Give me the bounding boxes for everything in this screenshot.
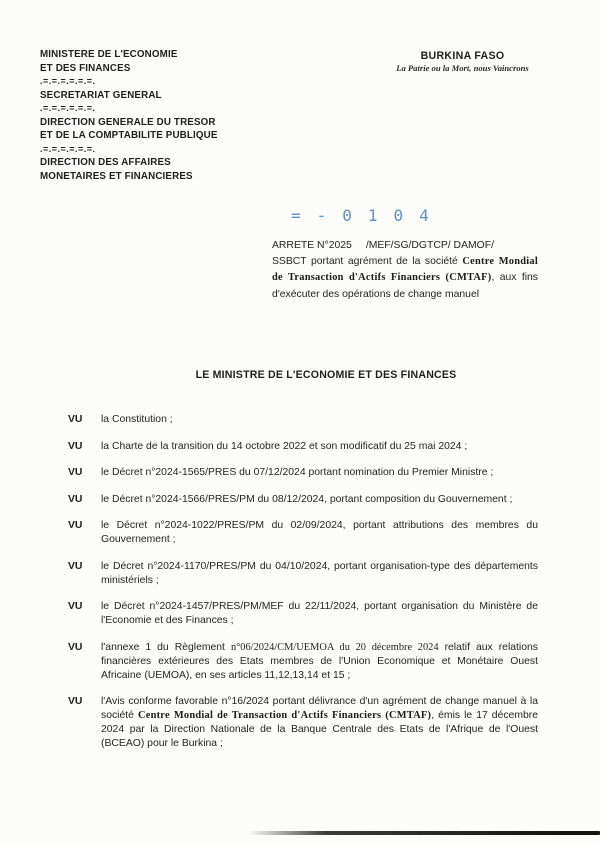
- separator-line: .=.=.=.=.=.=.: [40, 103, 96, 113]
- vu-label: VU: [68, 601, 83, 612]
- ministry-line: DIRECTION GENERALE DU TRESOR: [40, 116, 216, 128]
- vu-text-segment: relatif aux relations financières extérieures des Etats membres de l'Union Economique et Monétaire Ouest Africaine (UEMOA), en ses articles 11,12,13,14 et 15 ;: [101, 641, 538, 681]
- vu-text-segment: l'annexe 1 du Règlement: [101, 641, 231, 653]
- company-name: Centre Mondial de Transaction d'Actifs Financiers (CMTAF): [272, 256, 538, 284]
- national-motto: La Patrie ou la Mort, nous Vaincrons: [396, 63, 529, 73]
- vu-text-segment: la Constitution ;: [101, 414, 173, 425]
- vu-text: [101, 519, 538, 547]
- vu-item-9: [68, 695, 538, 751]
- vu-label: VU: [68, 696, 83, 707]
- document-title: LE MINISTRE DE L'ECONOMIE ET DES FINANCES: [195, 369, 457, 381]
- vu-label: VU: [68, 641, 83, 653]
- vu-label: VU: [68, 493, 83, 505]
- ministry-line: ET DE LA COMPTABILITE PUBLIQUE: [40, 130, 218, 141]
- vu-label: VU: [68, 440, 83, 452]
- vu-text-segment: le Décret n°2024-1457/PRES/PM/MEF du 22/11/2024, portant organisation du Ministère de l'Economie et des Finances ;: [101, 601, 538, 626]
- vu-list: [68, 413, 538, 764]
- arrete-subject-pre: SSBCT portant agrément de la société: [272, 256, 463, 268]
- vu-text-segment: Centre Mondial de Transaction d'Actifs Financiers (CMTAF): [137, 710, 432, 721]
- vu-text: [101, 695, 538, 751]
- vu-text-segment: le Décret n°2024-1022/PRES/PM du 02/09/2024, portant attributions des membres du Gouvernement ;: [101, 520, 538, 545]
- vu-label: VU: [68, 520, 83, 531]
- vu-text-segment: , émis le 17 décembre 2024 par la Direction Nationale de la Banque Centrale des Etats de l'Afrique de l'Ouest (BCEAO) pour le Burkina ;: [101, 710, 538, 749]
- vu-item-3: [68, 466, 538, 480]
- vu-text: [101, 466, 538, 480]
- arrete-number-suffix: /MEF/SG/DGTCP/ DAMOF/: [365, 240, 494, 251]
- arrete-subject: [272, 254, 538, 303]
- separator-line: .=.=.=.=.=.=.: [40, 143, 96, 154]
- country-header: [385, 50, 540, 73]
- vu-text: [101, 413, 538, 427]
- vu-text: [101, 440, 538, 454]
- vu-text: [101, 600, 538, 628]
- arrete-number-line: [272, 238, 538, 254]
- stamp-number: =-0104: [291, 206, 445, 225]
- vu-item-2: [68, 440, 538, 454]
- vu-label: VU: [68, 560, 83, 572]
- vu-item-6: [68, 560, 538, 588]
- vu-item-7: [68, 600, 538, 628]
- vu-label: VU: [68, 414, 83, 425]
- vu-item-1: [68, 413, 538, 427]
- vu-text-segment: n°06/2024/CM/UEMOA du 20 décembre 2024: [230, 641, 439, 653]
- ministry-line: MONETAIRES ET FINANCIERES: [40, 170, 193, 182]
- arrete-subject-post: , aux fins d'exécuter des opérations de change manuel: [272, 272, 538, 300]
- vu-item-4: [68, 493, 538, 507]
- vu-text-segment: le Décret n°2024-1565/PRES du 07/12/2024 portant nomination du Premier Ministre ;: [101, 467, 494, 478]
- ministry-line: DIRECTION DES AFFAIRES: [40, 157, 171, 168]
- ministry-line: SECRETARIAT GENERAL: [40, 89, 162, 101]
- arrete-number-label: ARRETE N°2025: [272, 240, 352, 251]
- ministry-line: ET DES FINANCES: [40, 62, 131, 74]
- country-name: BURKINA FASO: [420, 50, 505, 62]
- arrete-number-gap: [352, 238, 366, 254]
- vu-text: [101, 641, 538, 683]
- vu-text: [101, 493, 538, 507]
- arrete-reference-block: [272, 238, 538, 303]
- vu-text: [101, 560, 538, 588]
- separator-line: .=.=.=.=.=.=.: [40, 76, 96, 86]
- ministry-line: MINISTERE DE L'ECONOMIE: [40, 49, 178, 60]
- ministry-header: [40, 48, 218, 183]
- vu-label: VU: [68, 467, 83, 478]
- vu-item-8: [68, 641, 538, 683]
- vu-item-5: [68, 519, 538, 547]
- vu-text-segment: le Décret n°2024-1566/PRES/PM du 08/12/2024, portant composition du Gouvernement ;: [101, 493, 513, 505]
- vu-text-segment: le Décret n°2024-1170/PRES/PM du 04/10/2024, portant organisation-type des départements ministériels ;: [101, 560, 538, 586]
- scan-artifact-strip: [248, 831, 600, 835]
- vu-text-segment: la Charte de la transition du 14 octobre 2022 et son modificatif du 25 mai 2024 ;: [101, 440, 468, 452]
- vu-text-segment: l'Avis conforme favorable n°16/2024 portant délivrance d'un agrément de change manuel à la société: [101, 696, 538, 721]
